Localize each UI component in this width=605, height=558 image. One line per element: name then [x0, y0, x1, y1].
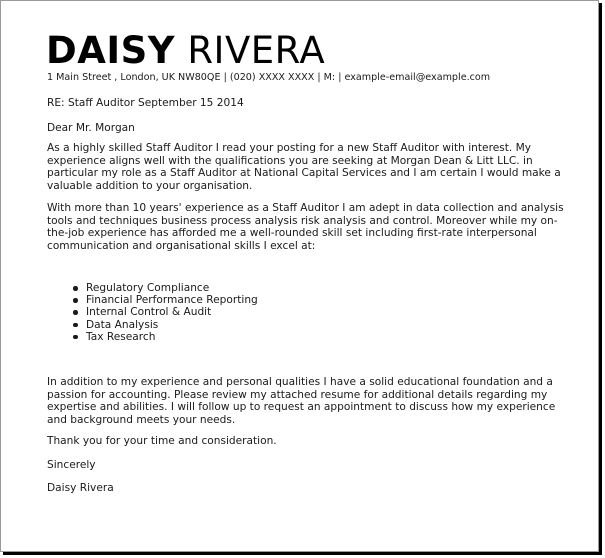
salutation: Dear Mr. Morgan	[47, 122, 135, 134]
contact-line: 1 Main Street , London, UK NW80QE | (020) XXXX XXXX | M: | example-email@example.com	[47, 72, 491, 83]
list-item: Tax Research	[86, 331, 258, 343]
subject-line: RE: Staff Auditor September 15 2014	[47, 97, 244, 109]
thanks-line: Thank you for your time and consideration.	[47, 435, 277, 447]
experience-paragraph: With more than 10 years' experience as a Staff Auditor I am adept in data collection and analysis tools and techniques business process analysis risk analysis and control. Moreover while my on-the-job experience has afforded me a well-rounded skill set including first-rate interpersonal communication and organisational skills I excel at:	[47, 202, 564, 252]
skills-list	[86, 282, 258, 343]
list-item: Financial Performance Reporting	[86, 294, 258, 307]
last-name: RIVERA	[187, 29, 326, 72]
applicant-name	[46, 29, 325, 73]
closing: Sincerely	[47, 459, 96, 471]
intro-paragraph: As a highly skilled Staff Auditor I read your posting for a new Staff Auditor with interest. My experience aligns well with the qualifications you are seeking at Morgan Dean & Litt LLC. in particular my role as a Staff Auditor at National Capital Services and I am certain I would make a valuable addition to your organisation.	[47, 142, 561, 192]
list-item: Data Analysis	[86, 319, 258, 331]
list-item: Regulatory Compliance	[86, 282, 258, 294]
signature: Daisy Rivera	[47, 482, 114, 494]
first-name: DAISY	[46, 29, 176, 72]
list-item: Internal Control & Audit	[86, 306, 258, 318]
education-paragraph: In addition to my experience and personal qualities I have a solid educational foundation and a passion for accounting. Please review my attached resume for additional details regarding my expertise and abilities. I will follow up to request an appointment to discuss how my experience and background meets your needs.	[47, 376, 556, 426]
